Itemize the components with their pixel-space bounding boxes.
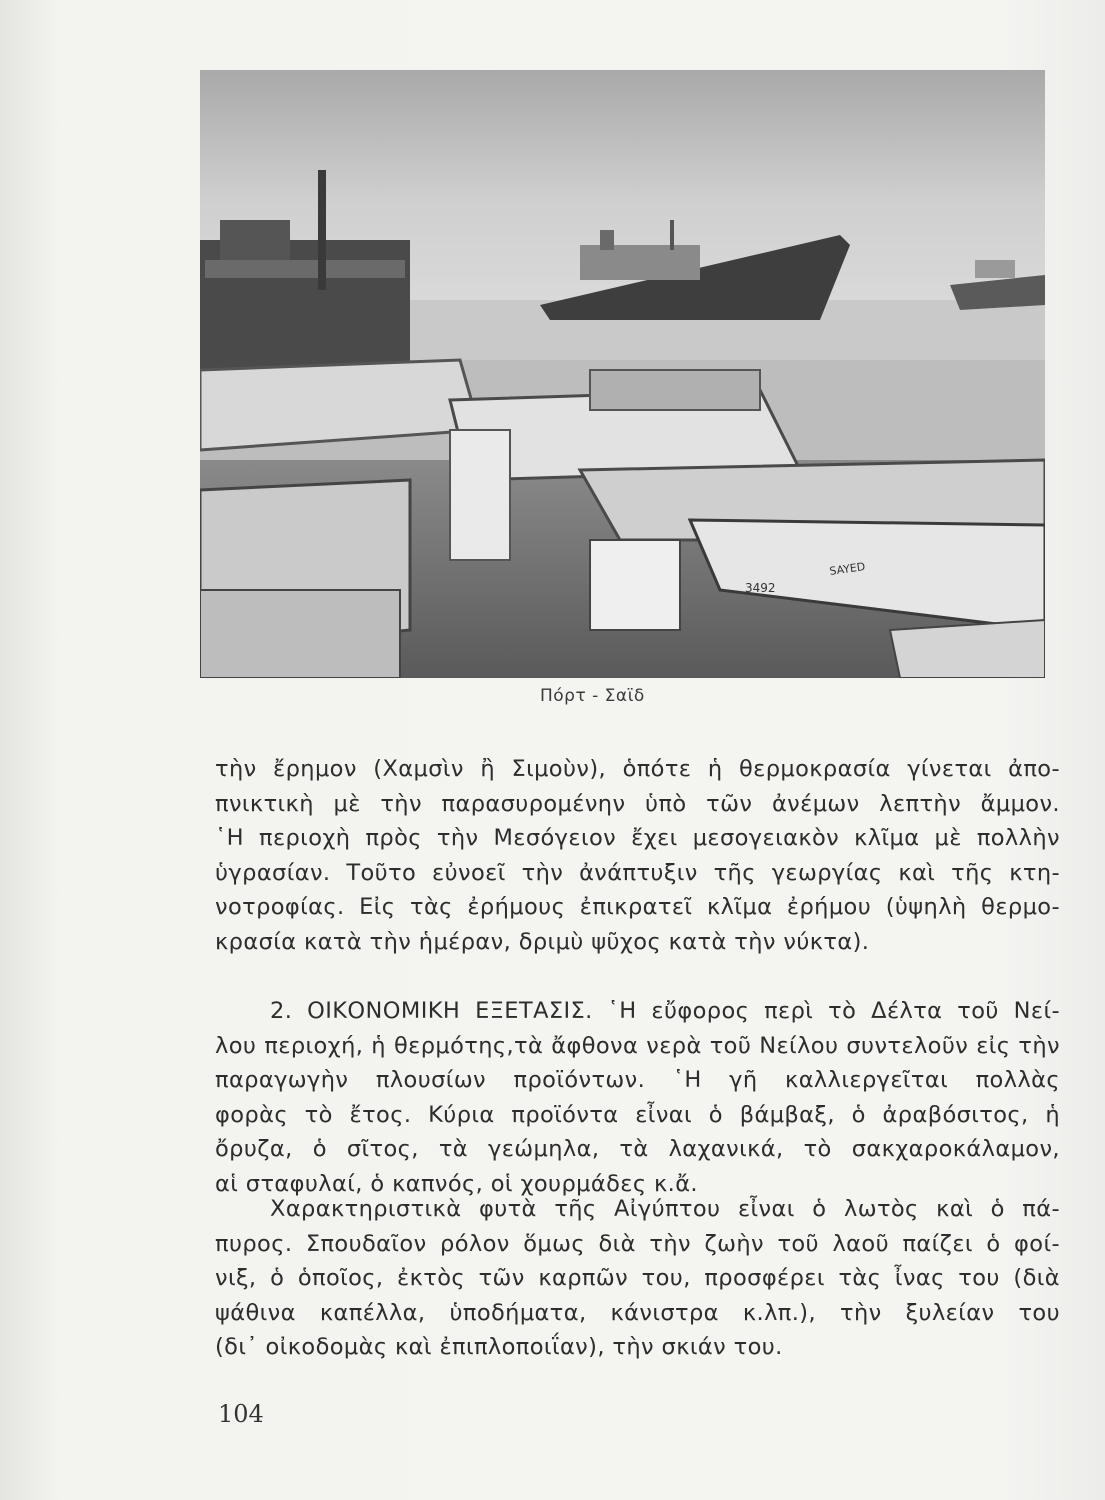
text-line: πνικτικὴ μὲ τὴν παρασυρομένην ὑπὸ τῶν ἀνέμων λεπτὴν ἄμμον. [215,790,1060,817]
paragraph-economy [215,994,1060,1201]
text-line: (δι᾽ οἰκοδομὰς καὶ ἐπιπλοποιΐαν), τὴν σκιάν του. [215,1334,783,1360]
text-line: τὴν ἔρημον (Χαμσὶν ἢ Σιμοὺν), ὁπότε ἡ θερμοκρασία γίνεται ἀπο- [215,756,1060,782]
paragraph-climate [215,752,1060,959]
port-said-photo [200,70,1045,678]
section-heading-line: 2. ΟΙΚΟΝΟΜΙΚΗ ΕΞΕΤΑΣΙΣ. ῾Η εὔφορος περὶ τὸ Δέλτα τοῦ Νεί- [270,998,1060,1024]
text-line: αἱ σταφυλαί, ὁ καπνός, οἱ χουρμάδες κ.ἄ. [215,1170,698,1197]
boat-name: SAYED [828,560,867,578]
text-line: φορὰς τὸ ἔτος. Κύρια προϊόντα εἶναι ὁ βάμβαξ, ὁ ἀραβόσιτος, ἡ [215,1101,1060,1128]
text-line: ψάθινα καπέλλα, ὑποδήματα, κάνιστρα κ.λπ.), τὴν ξυλείαν του [215,1299,1060,1326]
fishing-boats [200,360,1045,678]
text-line: ὄρυζα, ὁ σῖτος, τὰ γεώμηλα, τὰ λαχανικά, τὸ σακχαροκάλαμον, [215,1136,1060,1162]
paragraph-plants [215,1192,1060,1365]
text-line: νοτροφίας. Εἰς τὰς ἐρήμους ἐπικρατεῖ κλῖμα ἐρήμου (ὑψηλὴ θερμο- [215,894,1060,920]
text-line: κρασία κατὰ τὴν ἡμέραν, δριμὺ ψῦχος κατὰ τὴν νύκτα). [215,928,870,955]
boat-number: 3492 [745,581,776,595]
text-line: παραγωγὴν πλουσίων προϊόντων. ῾Η γῆ καλλιεργεῖται πολλὰς [215,1067,1060,1093]
text-line: ῾Η περιοχὴ πρὸς τὴν Μεσόγειον ἔχει μεσογειακὸν κλῖμα μὲ πολλὴν [215,825,1060,851]
text-line: πυρος. Σπουδαῖον ρόλον ὅμως διὰ τὴν ζωὴν τοῦ λαοῦ παίζει ὁ φοί- [215,1230,1060,1257]
photo-caption: Πόρτ - Σαϊδ [540,686,645,706]
page-number: 104 [218,1400,264,1428]
text-line: Χαρακτηριστικὰ φυτὰ τῆς Αἰγύπτου εἶναι ὁ λωτὸς καὶ ὁ πά- [270,1196,1060,1222]
text-line: λου περιοχή, ἡ θερμότης,τὰ ἄφθονα νερὰ τοῦ Νείλου συντελοῦν εἰς τὴν [215,1032,1060,1059]
text-line: νιξ, ὁ ὁποῖος, ἐκτὸς τῶν καρπῶν του, προσφέρει τὰς ἶνας του (διὰ [215,1265,1060,1291]
text-line: ὑγρασίαν. Τοῦτο εὐνοεῖ τὴν ἀνάπτυξιν τῆς γεωργίας καὶ τῆς κτη- [215,859,1060,886]
